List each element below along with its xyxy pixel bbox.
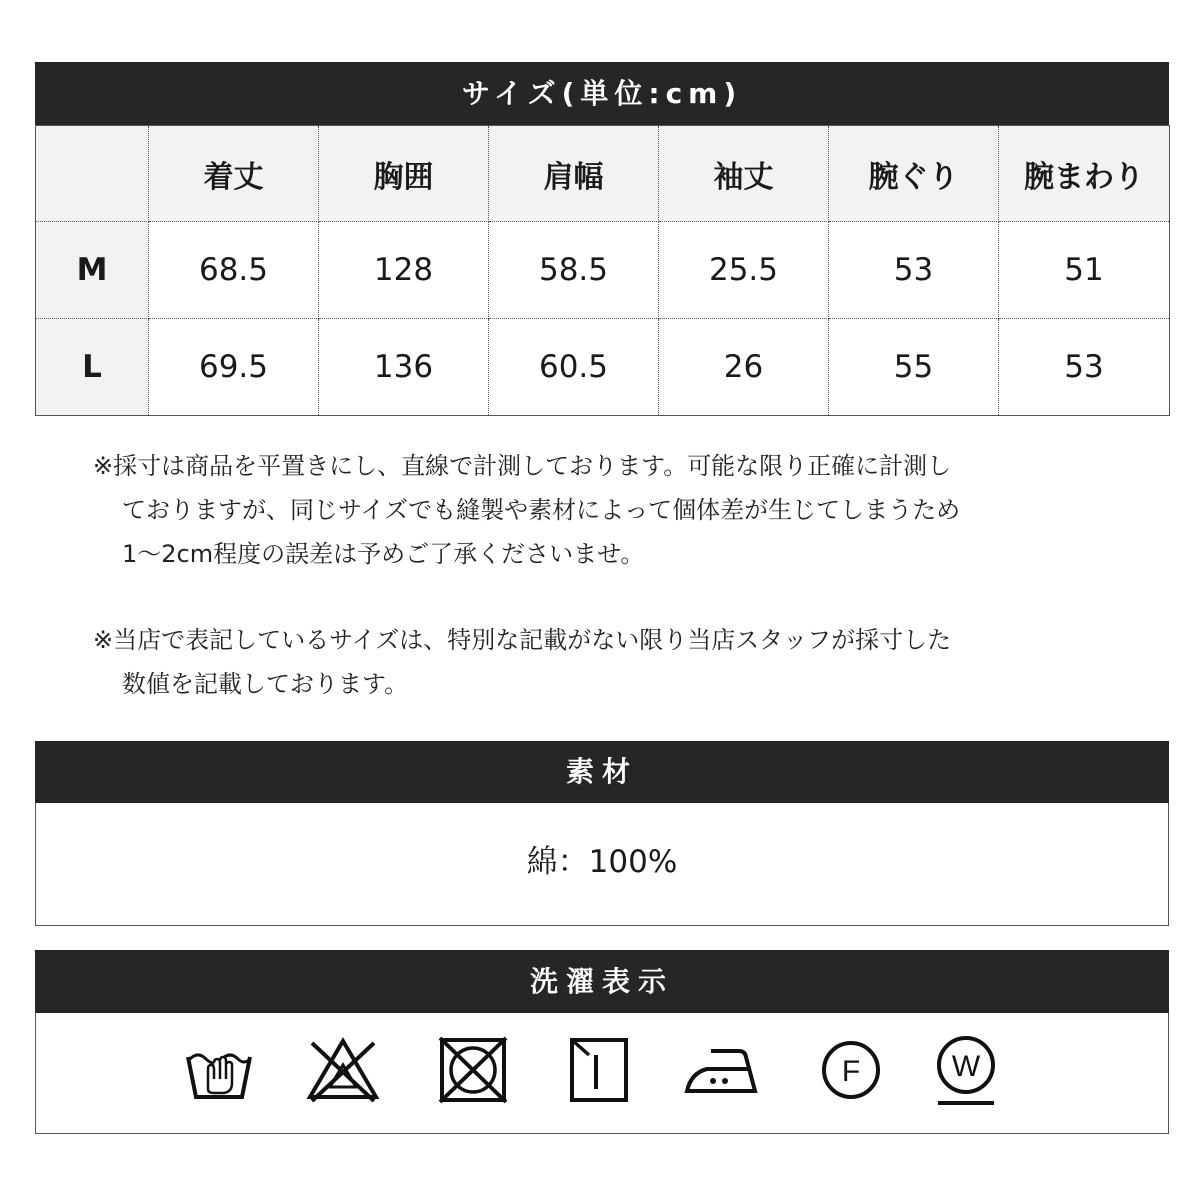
size-table: [35, 125, 1170, 416]
column-header: 着丈: [149, 126, 319, 222]
table-cell: 136: [319, 319, 489, 416]
table-cell: 58.5: [489, 222, 659, 319]
table-cell: 60.5: [489, 319, 659, 416]
note-line: ※当店で表記しているサイズは、特別な記載がない限り当店スタッフが採寸した: [93, 626, 952, 654]
hand-wash-icon: [184, 1035, 254, 1105]
row-label: M: [36, 222, 149, 319]
table-cell: 53: [829, 222, 999, 319]
material-section-title: 素材: [35, 741, 1169, 803]
care-icons-box: [35, 1013, 1169, 1134]
dry-clean-letter: F: [841, 1055, 861, 1088]
table-cell: 26: [659, 319, 829, 416]
table-cell: 55: [829, 319, 999, 416]
table-row: [36, 222, 1170, 319]
no-bleach-icon: [306, 1035, 380, 1105]
material-content-box: [35, 803, 1169, 926]
wet-clean-w-icon: [934, 1035, 998, 1111]
size-table-header-row: [36, 126, 1170, 222]
table-cell: 51: [999, 222, 1170, 319]
note-line: 数値を記載しております。: [122, 670, 409, 698]
table-cell: 69.5: [149, 319, 319, 416]
table-row: [36, 319, 1170, 416]
column-header: 肩幅: [489, 126, 659, 222]
iron-low-temp-icon: [683, 1035, 763, 1105]
table-cell: 68.5: [149, 222, 319, 319]
row-label: L: [36, 319, 149, 416]
note-line: 1〜2cm程度の誤差は予めご了承くださいませ。: [122, 540, 645, 568]
line-dry-shade-icon: [569, 1035, 629, 1105]
size-section-title: サイズ(単位:cm): [35, 62, 1169, 125]
table-corner-cell: [36, 126, 149, 222]
no-tumble-dry-icon: [436, 1035, 510, 1105]
size-label-note: [93, 618, 1093, 706]
dry-clean-f-icon: [819, 1035, 883, 1105]
measurement-note: [93, 444, 1093, 576]
wet-clean-letter: W: [951, 1050, 981, 1083]
table-cell: 53: [999, 319, 1170, 416]
material-content: 綿：100%: [526, 844, 678, 880]
note-line: ておりますが、同じサイズでも縫製や素材によって個体差が生じてしまうため: [122, 496, 961, 524]
care-section-title: 洗濯表示: [35, 950, 1169, 1013]
column-header: 胸囲: [319, 126, 489, 222]
note-line: ※採寸は商品を平置きにし、直線で計測しております。可能な限り正確に計測し: [93, 452, 952, 480]
table-cell: 25.5: [659, 222, 829, 319]
column-header: 腕まわり: [999, 126, 1170, 222]
column-header: 腕ぐり: [829, 126, 999, 222]
column-header: 袖丈: [659, 126, 829, 222]
table-cell: 128: [319, 222, 489, 319]
